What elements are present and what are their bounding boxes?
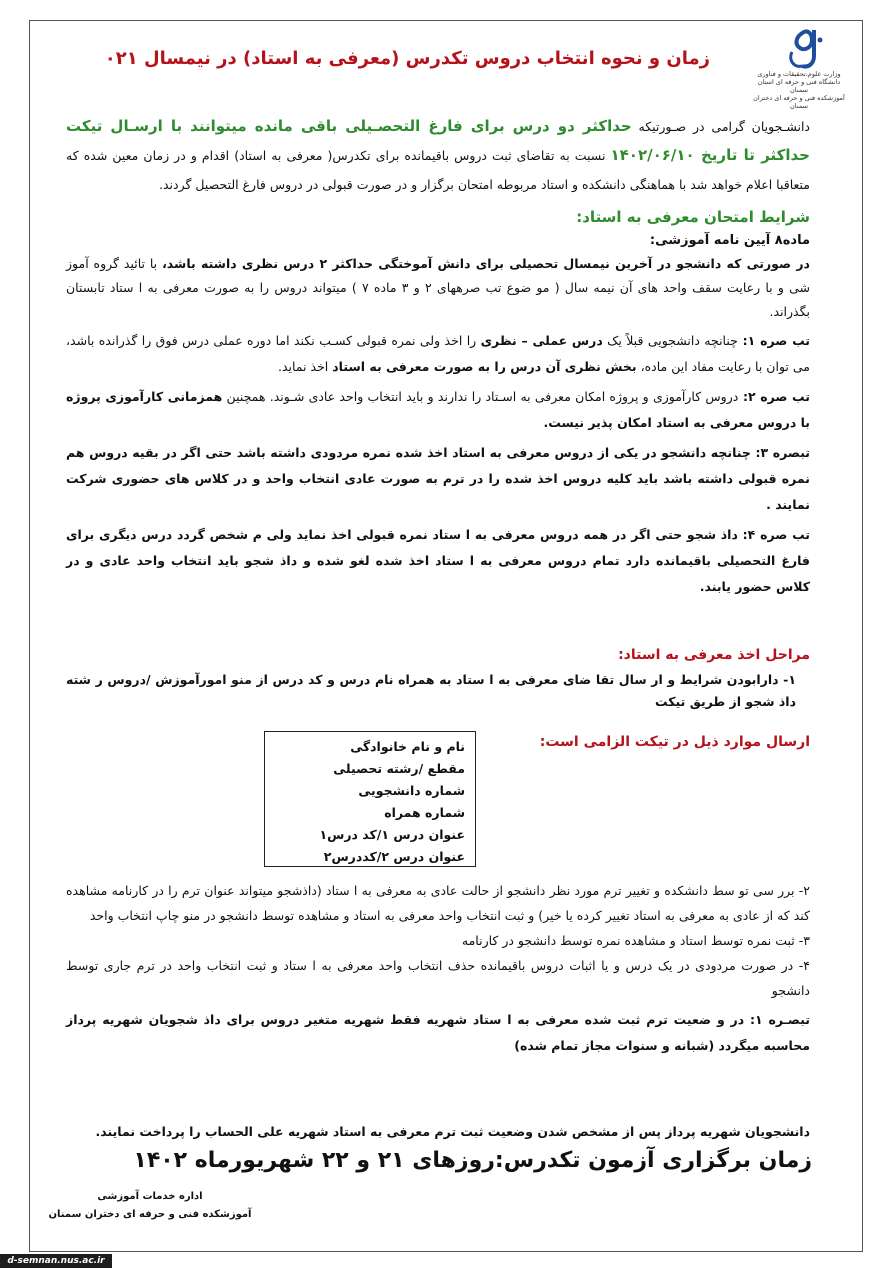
note-1-text-c: اخذ نماید. [278,359,333,374]
note-2-text: دروس کارآموزی و پروژه امکان معرفی به اسـتاد را ندارند و باید انتخاب واحد عادی شـوند. همچنین [222,389,739,404]
ticket-item: مقطع /رشته تحصیلی [333,761,465,776]
ticket-item: شماره دانشجویی [358,783,465,798]
ticket-item: نام و نام خانوادگی [350,739,465,754]
ticket-items-box [264,731,476,867]
step-1: ۱- دارابودن شرایط و ار سال تقا ضای معرفی به ا ستاد به همراه نام درس و کد درس از منو امورآموزش /دروس ر شته داذ شجو از طریق تیکت [66,672,796,709]
office-line-2: آموزشکده فنی و حرفه ای دختران سمنان [48,1209,252,1220]
fee-note: تبصـره ۱: در و ضعیت ترم ثبت شده معرفی به ا ستاد شهریه فقط شهریه متغیر دروس برای داذ شجویان شهریه پرداز محاسبه میگردد (شبانه و سنوات مجاز تمام شده) [66,1012,810,1053]
step-3: ۳- ثبت نمره توسط استاد و مشاهده نمره توسط دانشجو در کارنامه [461,933,810,948]
steps-section [66,644,810,713]
site-url-tag[interactable]: d-semnan.nus.ac.ir [0,1254,112,1268]
conditions-heading: شرایط امتحان معرفی به استاد: [576,208,810,226]
note-1-bold-a: درس عملی – نظری [480,333,603,348]
note-2 [66,384,810,436]
article-8-bold: در صورتی که دانشجو در آخرین نیمسال تحصیلی برای دانش آموختگی حداکثر ۲ درس نظری داشته باشد، [162,256,810,271]
note-2-label: تب صره ۲: [738,389,810,404]
article-8-rest: با تائید گروه آموز شی و با رعایت سقف واحد های آن نیمه سال ( مو ضوع تب صرههای ۲ و ۳ ماده ۷ ) میتواند دروس را به صورت معرفی به ا ستاد تابستان بگذراند. [66,256,811,319]
page-border [29,20,863,1252]
note-1 [66,328,810,380]
conditions-section [66,206,810,600]
ministry-caption: وزارت علوم،تحقیقات و فناوری دانشگاه فنی و حرفه ای استان سمنان آموزشکده فنی و حرفه ای دختران سمنان [753,70,845,110]
intro-paragraph [66,112,810,199]
note-2-bold: همزمانی کارآموزی پروژه با دروس معرفی به استاد امکان پذیر نیست. [66,389,810,430]
note-1-label: تب صره ۱: [737,333,810,348]
article-8-text [66,252,810,324]
exam-date-banner: زمان برگزاری آزمون تکدرس:روزهای ۲۱ و ۲۲ شهریورماه ۱۴۰۲ [133,1148,812,1173]
page-title: زمان و نحوه انتخاب دروس تکدرس (معرفی به استاد) در نیمسال ۰۲۱ [104,48,710,69]
ticket-item: شماره همراه [384,805,465,820]
ticket-item: عنوان درس ۱/کد درس۱ [319,827,465,842]
intro-text-a: دانشـجویان گرامی در صـورتیکه [631,119,810,134]
step-4: ۴- در صورت مردودی در یک درس و یا اثبات دروس باقیمانده حذف انتخاب واحد معرفی به ا ستاد و ثبت انتخاب واحد در ترم جاری توسط دانشجو [66,958,810,998]
note-4: تب صره ۴: داذ شجو حتی اگر در همه دروس معرفی به ا ستاد نمره قبولی اخذ نماید ولی م شخص گردد درس دیگری برای فارغ التحصیلی باقیمانده دارد تمام دروس معرفی به ا ستاد اخذ شده لغو شده و داذ شجو باید انتخاب واحد عادی و در کلاس حضور یابند. [66,527,810,594]
steps-continued [66,878,810,1059]
steps-heading: مراحل اخذ معرفی به استاد: [618,647,810,663]
ticket-item: عنوان درس ۲/کددرس۲ [323,849,465,864]
office-line-1: اداره خدمات آموزشی [97,1191,203,1202]
intro-text-c: نسبت به تقاضای ثبت دروس باقیمانده برای تکدرس( معرفی به استاد) اقدام و در زمان معین شده که متعاقبا اعلام خواهد شد با هماهنگی دانشکده و استاد مربوطه امتحان برگزار و در صورت قبولی در دروس فارغ التحصیل گردند. [66,148,810,192]
step-2: ۲- برر سی تو سط دانشکده و تغییر ترم مورد نظر دانشجو از حالت عادی به معرفی به ا ستاد (داذشجو میتواند عنوان ترم را در کارنامه مشاهده کند که از عادی به معرفی به استاد تغییر کرده یا خیر) و ثبت انتخاب واحد معرفی به استاد و مشاهده توسط دانشجو در منو چاپ انتخاب واحد [66,883,810,923]
article-8-label: ماده۸ آیین نامه آموزشی: [649,233,810,248]
note-1-text-b: را اخذ ولی نمره قبولی کسـب نکند اما دوره عملی درس فوق را گذرانده باشد، می توان با رعایت مفاد این ماده، [66,333,810,374]
office-signature [40,1188,260,1224]
payment-notice: دانشجویان شهریه پرداز پس از مشخص شدن وضعیت ثبت ترم معرفی به استاد شهریه علی الحساب را پرداخت نمایند. [95,1124,810,1139]
note-1-bold-b: بخش نظری آن درس را به صورت معرفی به استاد [332,359,637,374]
intro-deadline-highlight: حداکثر دو درس برای فارغ التحصـیلی باقی مانده میتوانند با ارسـال تیکت حداکثر تا تاریخ ۱۴۰۲/۰۶/۱۰ [66,117,810,164]
note-3: تبصره ۳: چنانچه دانشجو در یکی از دروس معرفی به استاد اخذ شده نمره مردودی داشته باشد حتی اگر در بقیه دروس هم نمره قبولی داشته باشد باید کلیه دروس اخذ شده را در ترم به صورت عادی انتخاب واحد و در کلاس های حضوری شرکت نمایند . [66,445,810,512]
note-1-text: چنانچه دانشجویی قبلاً یک [602,333,738,348]
ticket-heading: ارسال موارد ذیل در تیکت الزامی است: [539,734,810,750]
